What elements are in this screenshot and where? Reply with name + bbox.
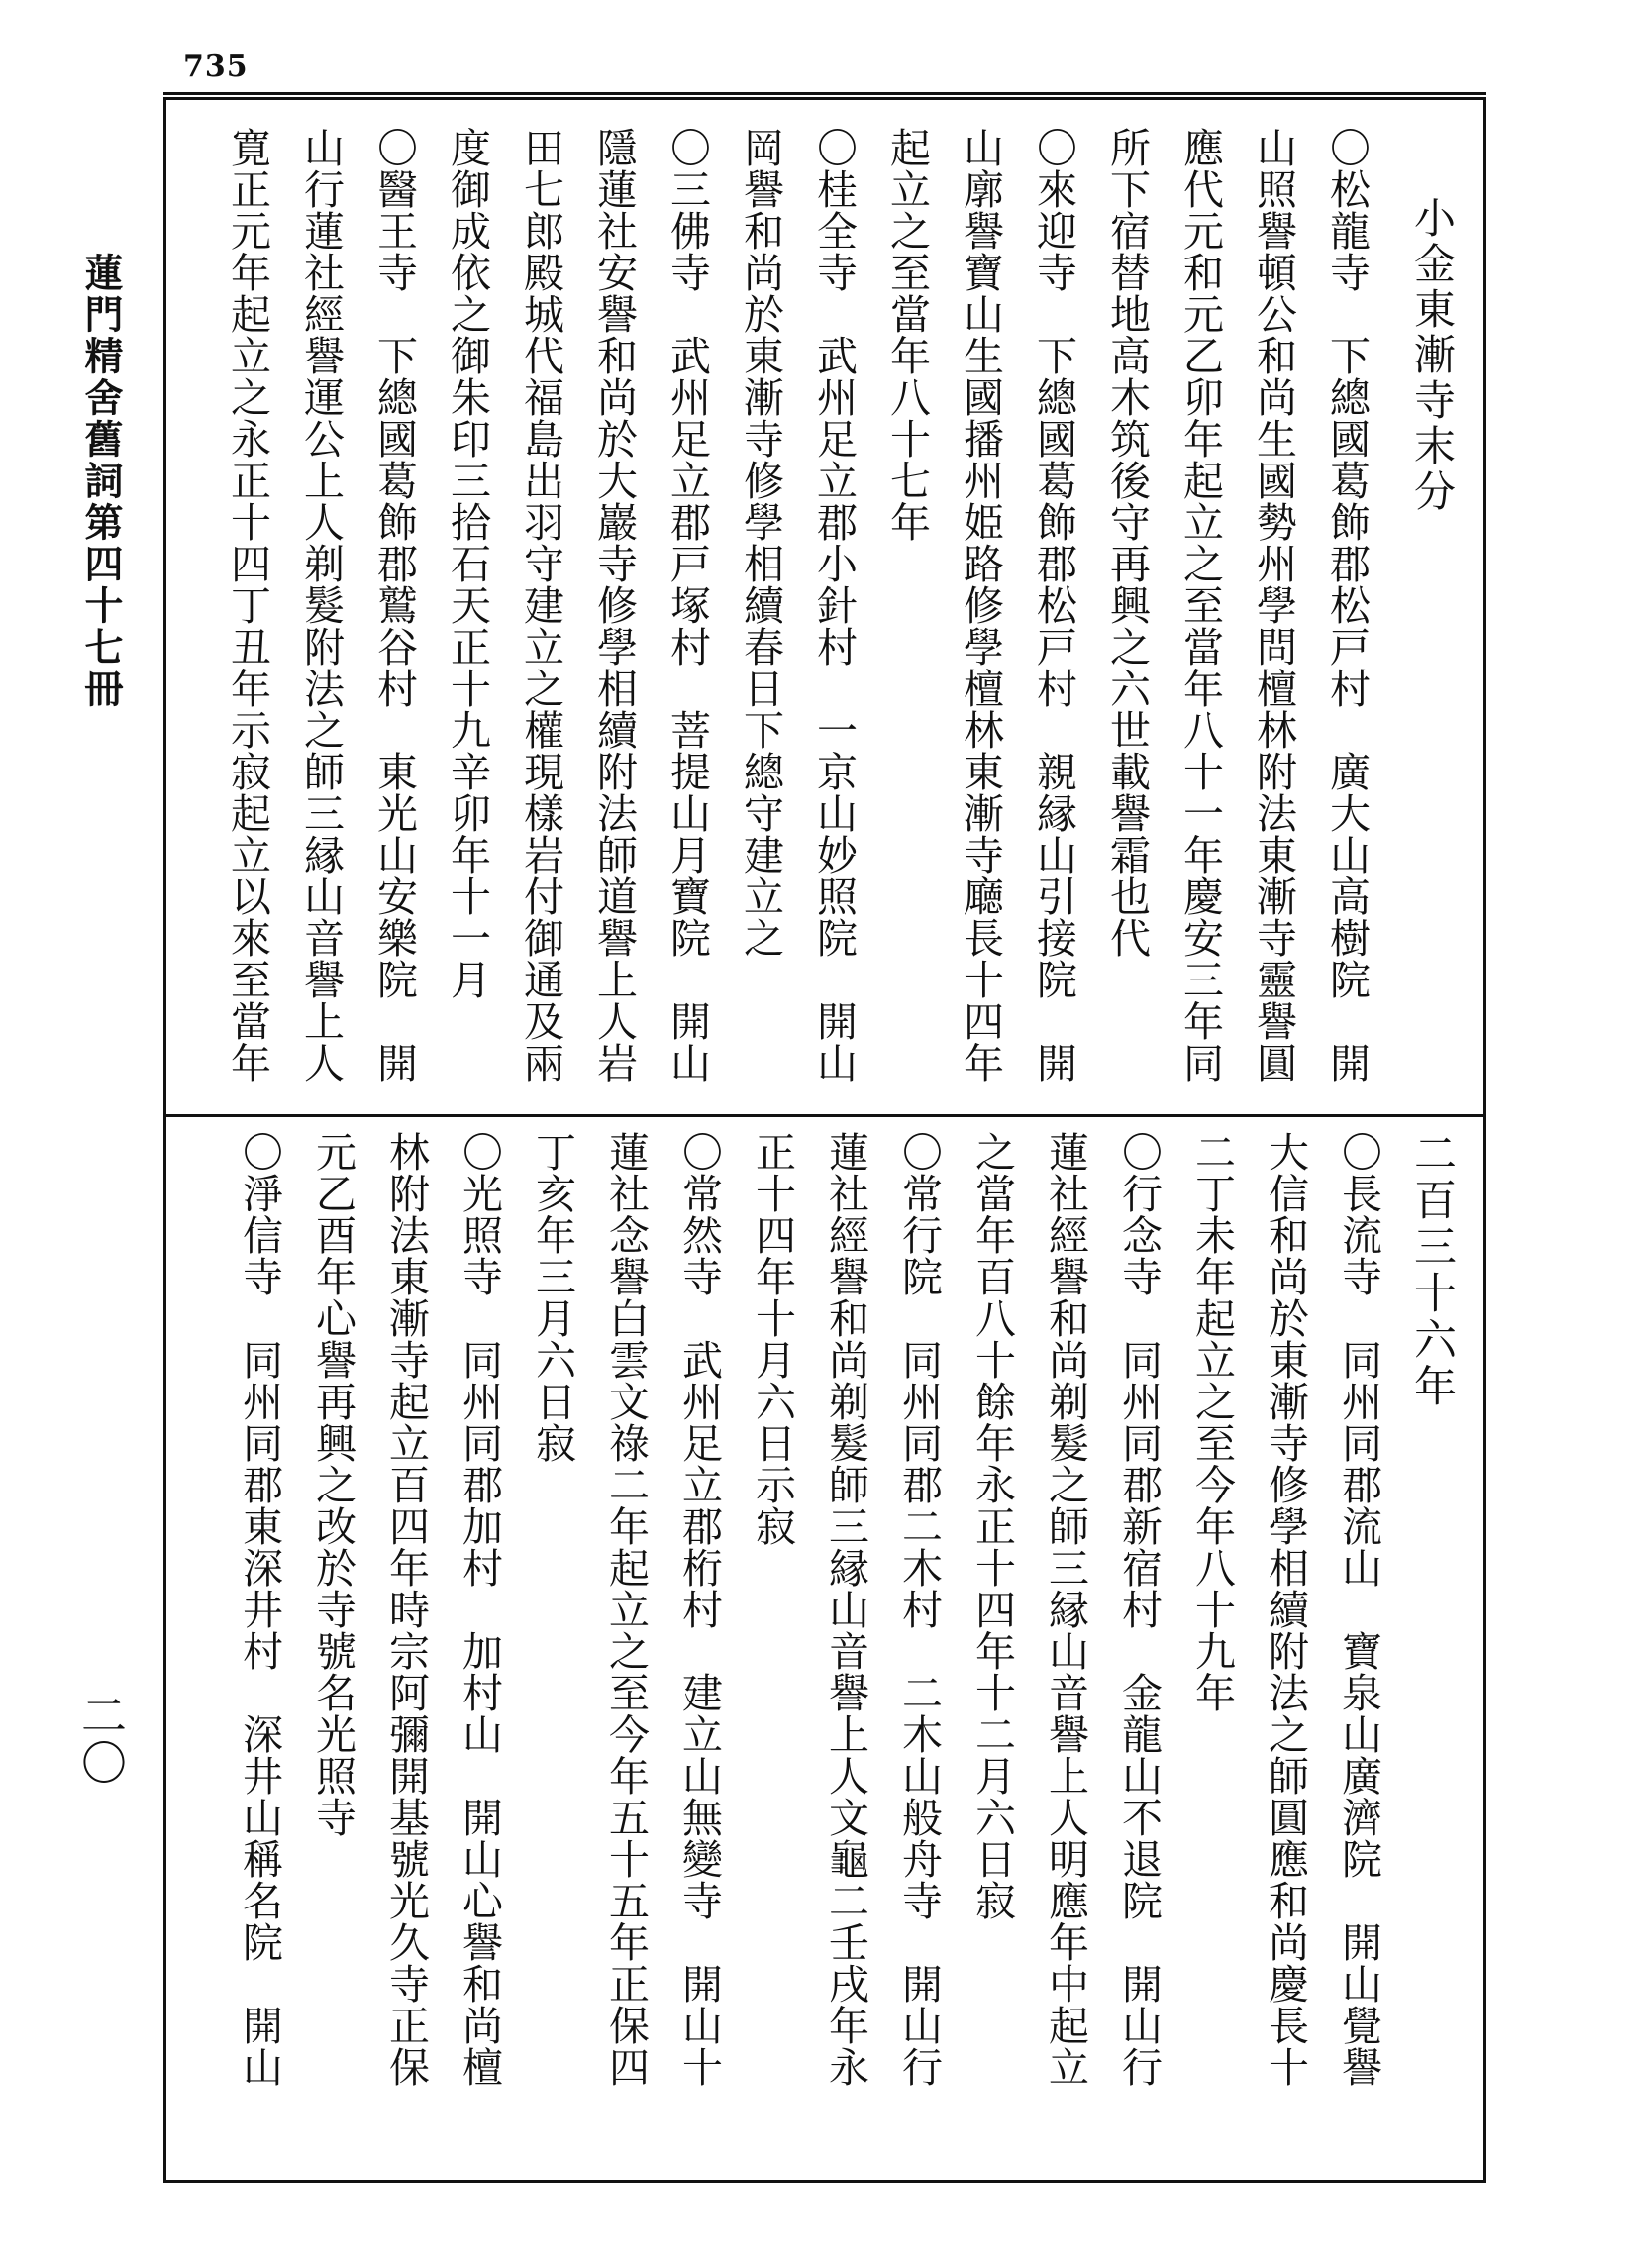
text-column: 所下宿替地高木筑後守再興之六世載譽霜也代 bbox=[1103, 127, 1151, 959]
text-column: 隱蓮社安譽和尚於大巖寺修學相續附法師道譽上人岩 bbox=[590, 127, 638, 1083]
text-column: 〇行念寺 同州同郡新宿村 金龍山不退院 開山行 bbox=[1115, 1131, 1163, 2088]
text-column: 蓮社經譽和尚剃髮之師三縁山音譽上人明應年中起立 bbox=[1042, 1131, 1089, 2088]
text-column: 起立之至當年八十七年 bbox=[883, 127, 931, 543]
text-column: 〇三佛寺 武州足立郡戸塚村 菩提山月寶院 開山 bbox=[663, 127, 711, 1083]
lower-text-block bbox=[161, 1131, 1469, 2161]
text-column: 丁亥年三月六日寂 bbox=[529, 1131, 576, 1464]
text-column: 〇松龍寺 下總國葛飾郡松戸村 廣大山高樹院 開 bbox=[1323, 127, 1371, 1083]
text-column: 林附法東漸寺起立百四年時宗阿彌開基號光久寺正保 bbox=[382, 1131, 430, 2088]
text-column: 〇常然寺 武州足立郡桁村 建立山無變寺 開山十 bbox=[675, 1131, 723, 2088]
text-column: 二百三十六年 bbox=[1407, 1131, 1457, 1410]
text-column: 山行蓮社經譽運公上人剃髮附法之師三縁山音譽上人 bbox=[297, 127, 345, 1083]
text-column: 〇來迎寺 下總國葛飾郡松戸村 親縁山引接院 開 bbox=[1030, 127, 1077, 1083]
text-column: 岡譽和尚於東漸寺修學相續春日下總守建立之 bbox=[737, 127, 784, 959]
text-column: 山廓譽寶山生國播州姫路修學檀林東漸寺廰長十四年 bbox=[957, 127, 1004, 1083]
text-column: 〇常行院 同州同郡二木村 二木山般舟寺 開山行 bbox=[895, 1131, 943, 2088]
leaf-number: 二〇 bbox=[74, 1692, 128, 1787]
section-heading: 小金東漸寺末分 bbox=[1408, 196, 1457, 515]
text-column: 寛正元年起立之永正十四丁丑年示寂起立以來至當年 bbox=[224, 127, 271, 1083]
page-number: 735 bbox=[183, 50, 249, 84]
text-column: 蓮社經譽和尚剃髮師三縁山音譽上人文龜二壬戌年永 bbox=[822, 1131, 869, 2088]
text-column: 〇長流寺 同州同郡流山 寶泉山廣濟院 開山覺譽 bbox=[1335, 1131, 1382, 2088]
text-column: 二丁未年起立之至今年八十九年 bbox=[1188, 1131, 1236, 1713]
text-column: 之當年百八十餘年永正十四年十二月六日寂 bbox=[968, 1131, 1016, 1921]
section-divider bbox=[163, 1114, 1486, 1117]
text-column: 度御成依之御朱印三拾石天正十九辛卯年十一月 bbox=[444, 127, 491, 1000]
text-column: 山照譽頓公和尚生國勢州學問檀林附法東漸寺靈譽圓 bbox=[1250, 127, 1297, 1083]
text-column: 元乙酉年心譽再興之改於寺號名光照寺 bbox=[309, 1131, 356, 1838]
text-column: 〇醫王寺 下總國葛飾郡鷲谷村 東光山安樂院 開 bbox=[370, 127, 418, 1083]
text-column: 蓮社念譽白雲文祿二年起立之至今年五十五年正保四 bbox=[602, 1131, 650, 2088]
text-column: 田七郎殿城代福島出羽守建立之權現樣岩付御通及兩 bbox=[517, 127, 564, 1083]
text-column: 〇光照寺 同州同郡加村 加村山 開山心譽和尚檀 bbox=[456, 1131, 503, 2088]
text-column: 〇淨信寺 同州同郡東深井村 深井山稱名院 開山 bbox=[236, 1131, 283, 2088]
text-column: 大信和尚於東漸寺修學相續附法之師圓應和尚慶長十 bbox=[1262, 1131, 1309, 2088]
text-column: 正十四年十月六日示寂 bbox=[749, 1131, 796, 1547]
running-title: 蓮門精舍舊詞第四十七冊 bbox=[78, 253, 124, 710]
text-column: 應代元和元乙卯年起立之至當年八十一年慶安三年同 bbox=[1176, 127, 1224, 1083]
upper-text-block bbox=[161, 127, 1469, 1097]
text-column: 〇桂全寺 武州足立郡小針村 一京山妙照院 開山 bbox=[810, 127, 858, 1083]
